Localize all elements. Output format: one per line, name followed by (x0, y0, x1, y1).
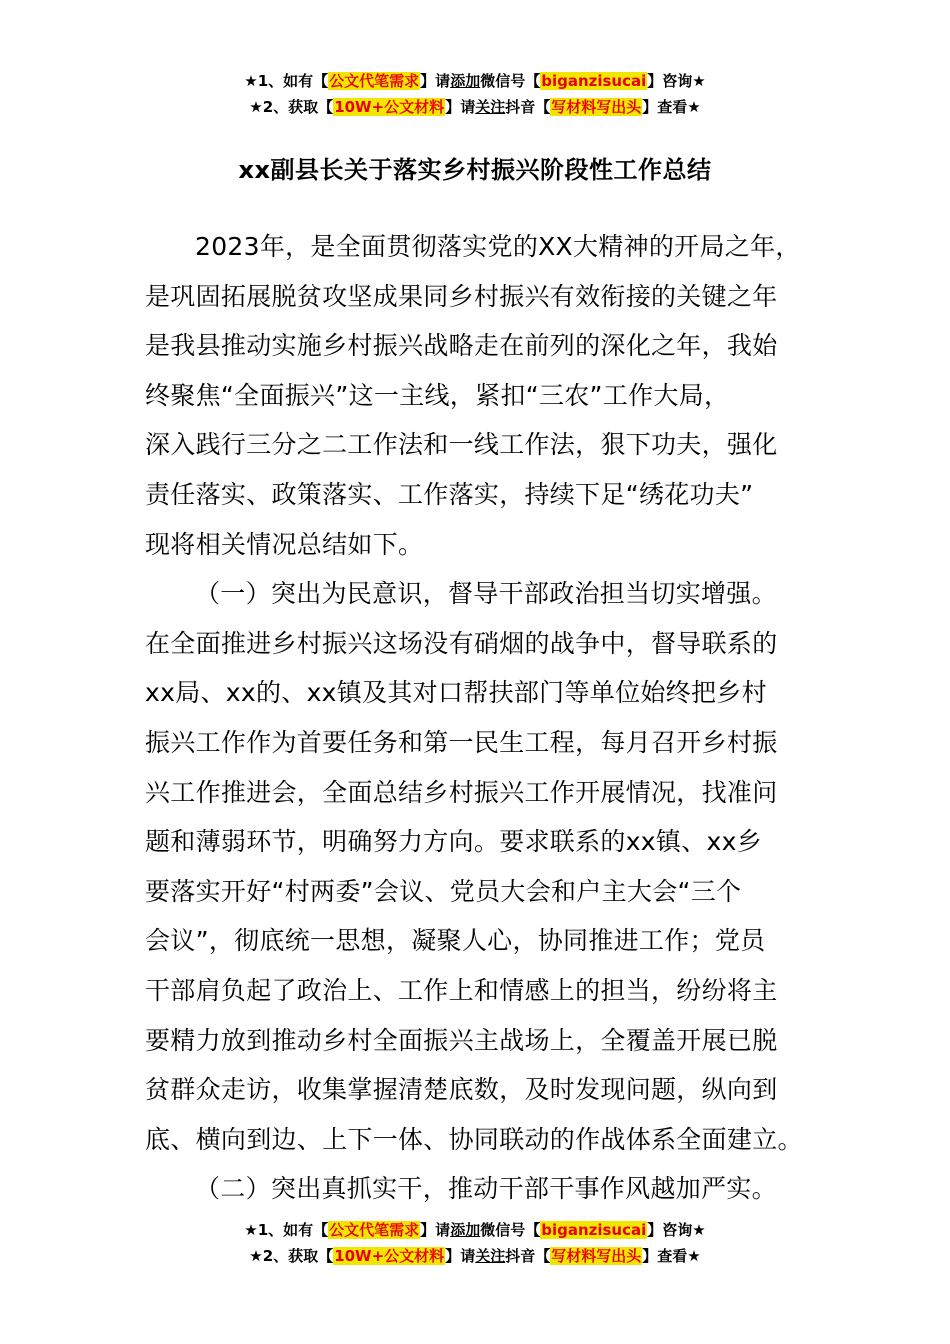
banner-highlight: 公文代笔需求 (329, 1221, 420, 1239)
text-line: 会议”，彻底统一思想，凝聚人心，协同推进工作；党员 (145, 926, 766, 956)
banner-text: ★2、获取【 (249, 98, 334, 116)
banner-line-2 (0, 94, 950, 120)
text-line: 是巩固拓展脱贫攻坚成果同乡村振兴有效衔接的关键之年 (145, 281, 778, 311)
banner-text: 抖音【 (505, 1247, 551, 1265)
banner-text: 】查看★ (642, 1247, 701, 1265)
text-line: 终聚焦“全面振兴”这一主线，紧扣“三农”工作大局， (145, 380, 730, 410)
text-line: 要精力放到推动乡村全面振兴主战场上，全覆盖开展已脱 (145, 1025, 778, 1055)
banner-text: 抖音【 (505, 98, 551, 116)
text-line: 深入践行三分之二工作法和一线工作法，狠下功夫，强化 (145, 430, 778, 460)
banner-highlight: biganzisucai (541, 1221, 647, 1239)
paragraph-section-1 (145, 569, 825, 1164)
header-banner (0, 68, 950, 120)
text-line: 2023年，是全面贯彻落实党的XX大精神的开局之年， (195, 232, 801, 261)
document-title: xx副县长关于落实乡村振兴阶段性工作总结 (238, 156, 712, 184)
text-line: 底、横向到边、上下一体、协同联动的作战体系全面建立。 (145, 1124, 803, 1154)
text-line: 贫群众走访，收集掌握清楚底数，及时发现问题，纵向到 (145, 1075, 778, 1105)
text-line: xx局、xx的、xx镇及其对口帮扶部门等单位始终把乡村 (145, 678, 767, 708)
banner-highlight: biganzisucai (541, 72, 647, 90)
banner-text: ★1、如有【 (244, 1221, 329, 1239)
banner-underline: 添加 (450, 72, 481, 90)
banner-text: 】请 (445, 98, 476, 116)
banner-line-1 (0, 68, 950, 94)
banner-highlight: 10W+公文材料 (334, 98, 445, 116)
paragraph-section-2 (145, 1164, 825, 1214)
section-heading: （二）突出真抓实干，推动干部干事作风越加严实。 (195, 1174, 777, 1204)
banner-text: ★2、获取【 (249, 1247, 334, 1265)
banner-text: 】查看★ (642, 98, 701, 116)
text-line: 在全面推进乡村振兴这场没有硝烟的战争中，督导联系的 (145, 628, 778, 658)
text-line: 现将相关情况总结如下。 (145, 529, 424, 559)
banner-highlight: 写材料写出头 (551, 1247, 642, 1265)
text-line: 要落实开好“村两委”会议、党员大会和户主大会“三个 (145, 876, 742, 906)
banner-underline: 添加 (450, 1221, 481, 1239)
banner-text: 】请 (420, 1221, 451, 1239)
paragraph-intro (145, 222, 825, 569)
text-line: 兴工作推进会，全面总结乡村振兴工作开展情况，找准问 (145, 777, 778, 807)
banner-line-1 (0, 1217, 950, 1243)
text-line: 振兴工作作为首要任务和第一民生工程，每月召开乡村振 (145, 727, 778, 757)
banner-text: 微信号【 (480, 72, 541, 90)
banner-text: 】咨询★ (647, 1221, 706, 1239)
banner-text: 微信号【 (480, 1221, 541, 1239)
banner-text: 】咨询★ (647, 72, 706, 90)
section-heading: （一）突出为民意识，督导干部政治担当切实增强。 (195, 579, 777, 609)
banner-line-2 (0, 1243, 950, 1269)
text-line: 题和薄弱环节，明确努力方向。要求联系的xx镇、xx乡 (145, 827, 762, 857)
banner-underline: 关注 (475, 98, 506, 116)
document-body (145, 222, 825, 1214)
banner-text: ★1、如有【 (244, 72, 329, 90)
banner-underline: 关注 (475, 1247, 506, 1265)
banner-text: 】请 (445, 1247, 476, 1265)
text-line: 干部肩负起了政治上、工作上和情感上的担当，纷纷将主 (145, 975, 778, 1005)
banner-highlight: 写材料写出头 (551, 98, 642, 116)
text-line: 是我县推动实施乡村振兴战略走在前列的深化之年，我始 (145, 331, 778, 361)
text-line: 责任落实、政策落实、工作落实，持续下足“绣花功夫” (145, 479, 754, 509)
footer-banner (0, 1217, 950, 1269)
banner-text: 】请 (420, 72, 451, 90)
banner-highlight: 公文代笔需求 (329, 72, 420, 90)
banner-highlight: 10W+公文材料 (334, 1247, 445, 1265)
